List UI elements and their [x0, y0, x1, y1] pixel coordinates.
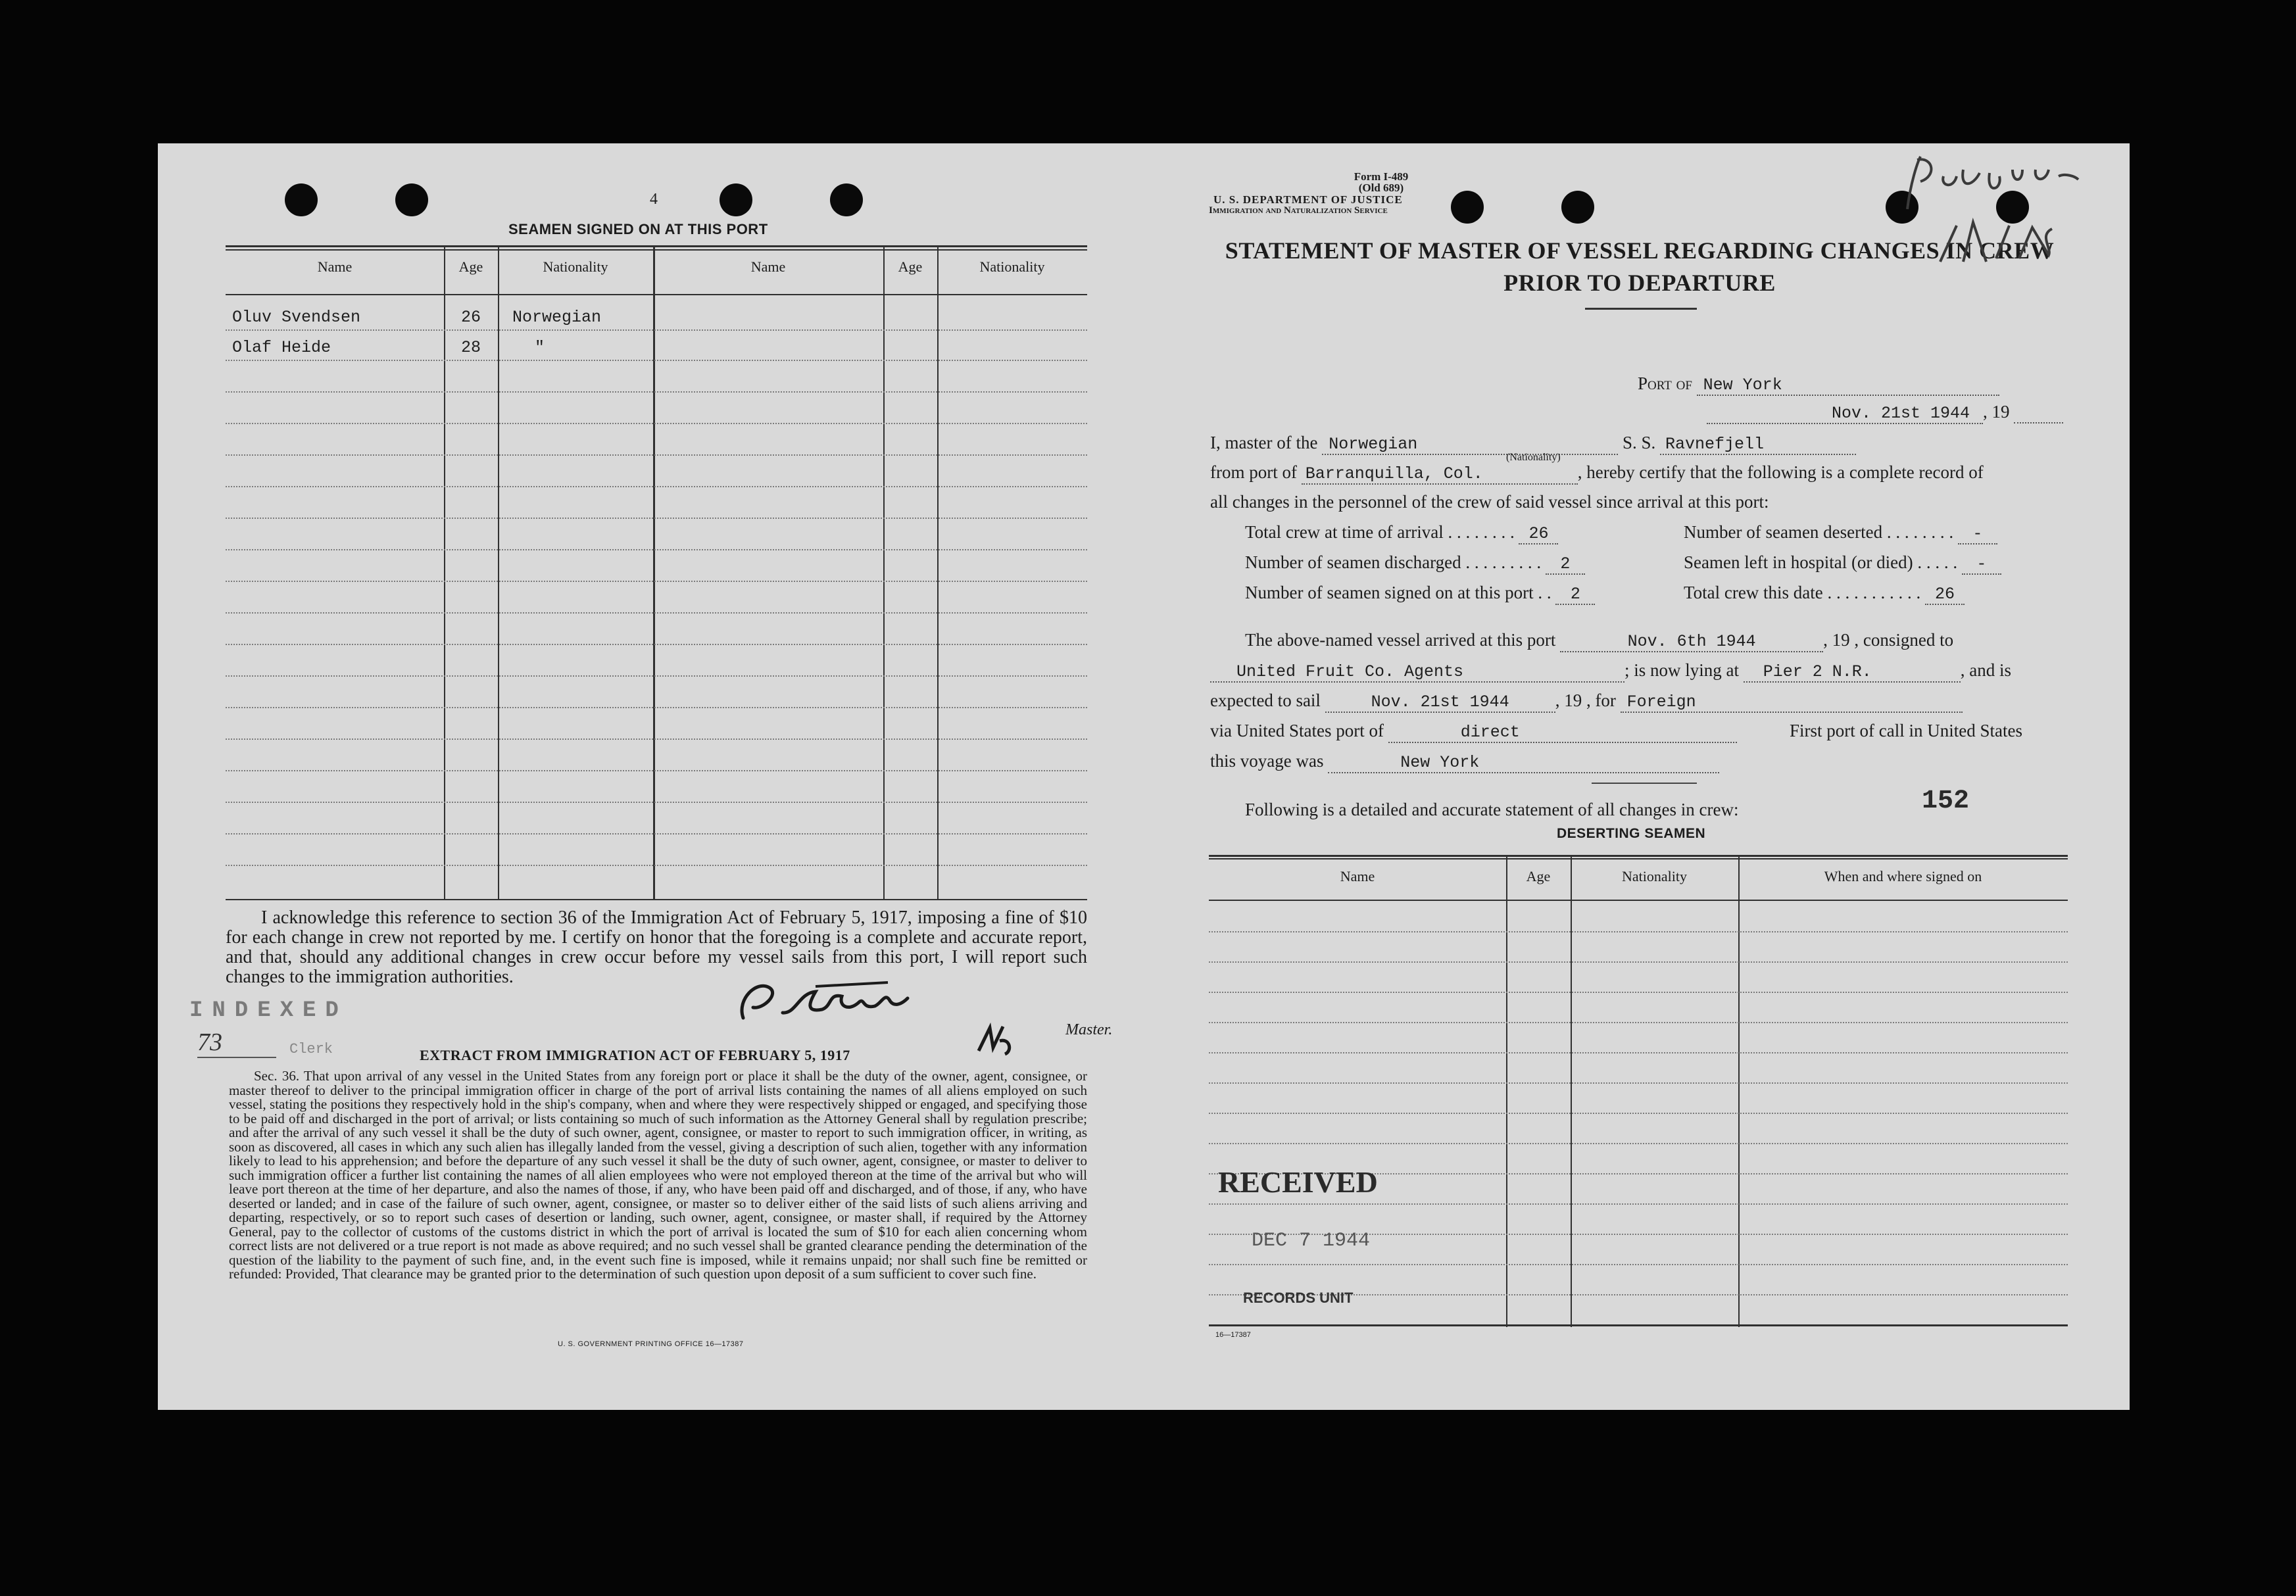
consigned-label: , 19 , consigned to	[1823, 630, 1954, 650]
port-line	[1638, 374, 1999, 396]
footer-code: 16—17387	[1215, 1331, 1251, 1339]
via-line	[1210, 721, 1737, 743]
stat-total-today-value: 26	[1925, 585, 1965, 605]
received-stamp: RECEIVED	[1218, 1165, 1378, 1199]
first-port-value: New York	[1328, 753, 1719, 773]
port-value: New York	[1697, 375, 1999, 396]
and-is-label: , and is	[1960, 660, 2011, 680]
sail-line	[1210, 690, 1963, 713]
form-number: Form I-489	[1354, 170, 1409, 183]
clerk-label: Clerk	[289, 1041, 333, 1057]
year-suffix: , 19	[1983, 402, 2010, 422]
col-age: Age	[1526, 868, 1551, 884]
nationality-value: Norwegian	[1322, 435, 1618, 455]
table-row-age: 28	[460, 338, 481, 357]
clerk-initials: 73	[197, 1028, 276, 1058]
form-old: (Old 689)	[1358, 181, 1404, 194]
table-row-nationality: "	[535, 338, 545, 357]
col-name: Name	[1340, 868, 1375, 884]
stat-hospital-value: -	[1962, 554, 2001, 575]
col-signed-on: When and where signed on	[1824, 868, 1982, 884]
consignee-line	[1210, 660, 2011, 683]
master-label: Master.	[1065, 1021, 1113, 1038]
nationality-label: (Nationality)	[1506, 452, 1561, 463]
col-nationality-2: Nationality	[979, 258, 1045, 275]
date-value: Nov. 21st 1944	[1707, 404, 1983, 424]
col-nationality: Nationality	[543, 258, 608, 275]
stat-total-today-label: Total crew this date . . . . . . . . . . .	[1684, 583, 1921, 602]
stat-discharged	[1245, 552, 1585, 575]
table-row-name: Oluv Svendsen	[232, 308, 361, 327]
page-number: 4	[650, 191, 658, 208]
service: Immigration and Naturalization Service	[1209, 205, 1388, 216]
form-title-line2: PRIOR TO DEPARTURE	[1503, 270, 1776, 296]
col-age: Age	[458, 258, 483, 275]
ship-name: Ravnefjell	[1660, 435, 1856, 455]
stat-hospital-label: Seamen left in hospital (or died) . . . . .	[1684, 552, 1958, 572]
punch-hole	[720, 183, 752, 216]
certify-text: , hereby certify that the following is a complete record of	[1577, 462, 1984, 482]
arrived-line	[1245, 630, 1953, 652]
stat-deserted-value: -	[1958, 524, 1997, 544]
records-unit-stamp: RECORDS UNIT	[1243, 1290, 1354, 1306]
table-row-age: 26	[460, 308, 481, 327]
form-title-line1: STATEMENT OF MASTER OF VESSEL REGARDING CHANGES IN CREW	[1225, 237, 2055, 264]
title-rule	[1585, 308, 1697, 310]
table-row-name: Olaf Heide	[232, 338, 331, 357]
number-stamp: 152	[1922, 786, 1970, 816]
from-port-label: from port of	[1210, 462, 1297, 482]
punch-hole	[395, 183, 428, 216]
initials-mark	[973, 1021, 1019, 1061]
expected-label: expected to sail	[1210, 690, 1321, 710]
voyage-line	[1210, 751, 1719, 773]
col-name-2: Name	[750, 258, 786, 275]
table-row-nationality: Norwegian	[512, 308, 602, 327]
col-age-2: Age	[898, 258, 923, 275]
arrived-date: Nov. 6th 1944	[1560, 632, 1823, 652]
sail-date: Nov. 21st 1944	[1325, 692, 1555, 713]
stat-total-arrival-label: Total crew at time of arrival . . . . . . . .	[1245, 522, 1515, 542]
certify-text-2: all changes in the personnel of the crew of said vessel since arrival at this port:	[1210, 492, 1769, 512]
acknowledgement-text: I acknowledge this reference to section 36 of the Immigration Act of February 5, 1917, imposing a fine of $10 for each change in crew not reported by me. I certify on honor that the foregoing is a complete and accurate report, and that, should any additional changes in crew occur before my vessel sails from this port, I will report such changes to the immigration authorities.	[226, 907, 1087, 987]
deserting-table	[1209, 855, 2068, 1327]
stat-discharged-value: 2	[1546, 554, 1585, 575]
arrived-label: The above-named vessel arrived at this port	[1245, 630, 1556, 650]
punch-hole	[1561, 191, 1594, 224]
received-date-stamp: DEC 7 1944	[1252, 1230, 1371, 1252]
stat-signed-on-label: Number of seamen signed on at this port . .	[1245, 583, 1551, 602]
left-title: SEAMEN SIGNED ON AT THIS PORT	[508, 221, 768, 237]
form-header	[1322, 171, 1440, 193]
stat-total-arrival-value: 26	[1519, 524, 1558, 544]
first-port-label: First port of call in United States	[1790, 721, 2022, 740]
indexed-stamp: INDEXED	[189, 998, 348, 1023]
divider-rule	[1592, 783, 1697, 784]
destination-value: Foreign	[1621, 692, 1963, 713]
deserting-title: DESERTING SEAMEN	[1557, 826, 1706, 841]
port-label: Port of	[1638, 374, 1692, 393]
voyage-label: this voyage was	[1210, 751, 1324, 771]
lying-label: ; is now lying at	[1624, 660, 1739, 680]
extract-text: Sec. 36. That upon arrival of any vessel in the United States from any foreign port or place it shall be the duty of the owner, agent, consignee, or master thereof to deliver to the principal immigration officer in charge of the port of arrival lists containing the names of all aliens employed on such vessel, stating the positions they respectively hold in the ship's company, when and where they were respectively shipped or engaged, and specifying those to be paid off and discharged in the port of arrival; or lists containing so much of such information as the Attorney General shall by regulation prescribe; and after the arrival of any such vessel it shall be the duty of such owner, agent, consignee, or master to report to such immigration officer, in writing, as soon as discovered, all cases in which any such alien has illegally landed from the vessel, giving a description of such alien, together with any information likely to lead to his apprehension; and before the departure of any such vessel it shall be the duty of such owner, agent, consignee, or master to deliver to such immigration officer a further list containing the names of all alien employees who were not employed thereon at the time of the arrival but who will leave port thereon at the time of her departure, and also the names of those, if any, who have been paid off and discharged, and of those, if any, who have deserted or landed; and in case of the failure of such owner, agent, consignee, or master so to deliver either of the said lists of such aliens arriving and departing, respectively, or so to report such cases of desertion or landing, such owner, agent, consignee, or master shall, if required by the Attorney General, pay to the collector of customs of the customs district in which the port of arrival is located the sum of $10 for each alien concerning whom correct lists are not delivered or a true report is not made as above required; and no such vessel shall be granted clearance pending the determination of the question of the liability to the payment of such fine, and, in the event such fine is imposed, while it remains unpaid; nor shall such fine be remitted or refunded: Provided, That clearance may be granted prior to the determination of such question upon deposit of a sum sufficient to cover such fine.	[229, 1068, 1087, 1282]
stat-total-arrival	[1245, 522, 1558, 544]
for-label: , 19 , for	[1555, 690, 1616, 710]
document-sheet	[158, 143, 2130, 1410]
master-of-label: I, master of the	[1210, 433, 1318, 452]
master-line	[1210, 433, 2074, 455]
stat-signed-on-value: 2	[1555, 585, 1595, 605]
col-nationality: Nationality	[1622, 868, 1687, 884]
stat-discharged-label: Number of seamen discharged . . . . . . . . .	[1245, 552, 1542, 572]
via-port-value: direct	[1388, 723, 1737, 743]
ss-label: S. S.	[1622, 433, 1656, 452]
stat-deserted	[1684, 522, 1997, 544]
via-label: via United States port of	[1210, 721, 1384, 740]
from-port-line	[1210, 462, 1984, 485]
punch-hole	[285, 183, 318, 216]
date-line	[1707, 402, 2063, 424]
following-text: Following is a detailed and accurate statement of all changes in crew:	[1245, 800, 1739, 819]
stat-hospital	[1684, 552, 2001, 575]
lying-at-value: Pier 2 N.R.	[1744, 662, 1961, 683]
consignee-value: United Fruit Co. Agents	[1210, 662, 1624, 683]
extract-title: EXTRACT FROM IMMIGRATION ACT OF FEBRUARY 5, 1917	[420, 1047, 850, 1063]
department: U. S. DEPARTMENT OF JUSTICE	[1213, 193, 1403, 206]
stat-signed-on	[1245, 583, 1595, 605]
from-port-value: Barranquilla, Col.	[1302, 464, 1578, 485]
master-signature	[717, 973, 927, 1032]
handwritten-notation	[1881, 150, 2118, 275]
col-name: Name	[317, 258, 353, 275]
punch-hole	[830, 183, 863, 216]
stat-deserted-label: Number of seamen deserted . . . . . . . .	[1684, 522, 1954, 542]
stat-total-today	[1684, 583, 1965, 605]
printer-line: U. S. GOVERNMENT PRINTING OFFICE 16—17387	[558, 1340, 744, 1348]
punch-hole	[1451, 191, 1484, 224]
signed-on-table	[226, 245, 1087, 900]
